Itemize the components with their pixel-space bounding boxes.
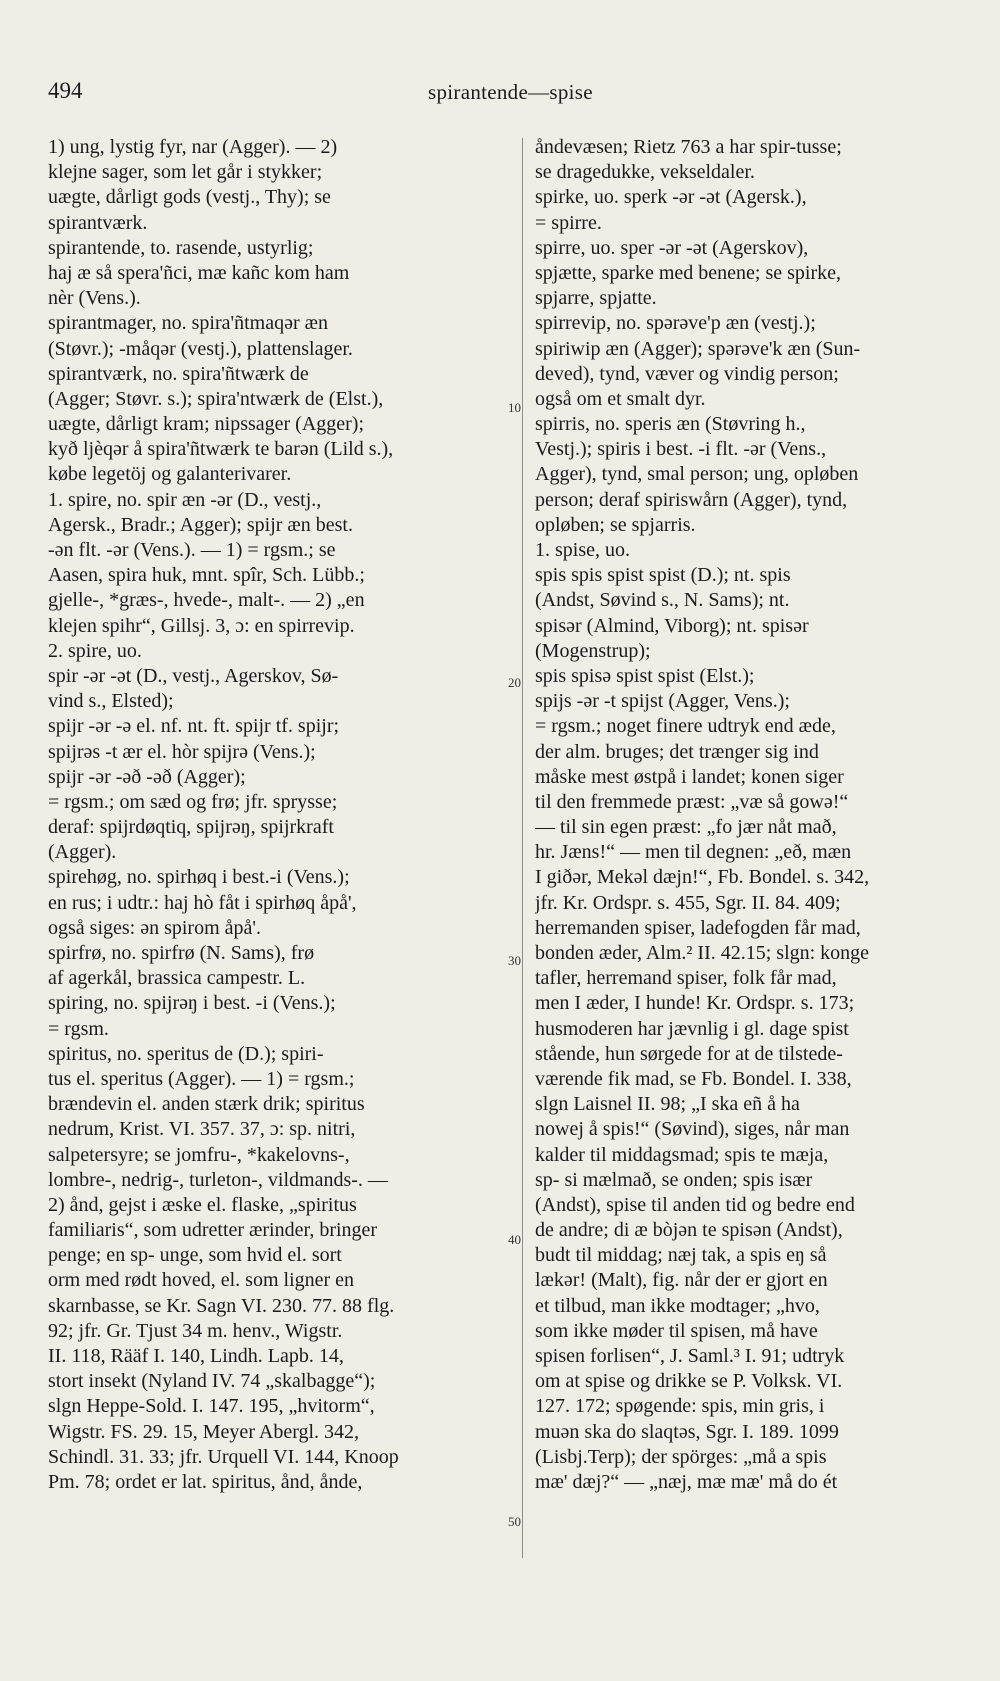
text-line: (Andst), spise til anden tid og bedre end [535, 1193, 855, 1216]
text-line: spisər (Almind, Viborg); nt. spisər [535, 614, 809, 637]
text-line: spirantværk, no. spira'ñtwærk de [48, 362, 309, 385]
text-line: som ikke møder til spisen, må have [535, 1319, 818, 1342]
running-head: spirantende—spise [428, 80, 593, 104]
text-line: også om et smalt dyr. [535, 387, 706, 410]
text-line: husmoderen har jævnlig i gl. dage spist [535, 1017, 849, 1040]
text-line: salpetersyre; se jomfru-, *kakelovns-, [48, 1143, 350, 1166]
page-header [48, 78, 940, 112]
text-line: skarnbasse, se Kr. Sagn VI. 230. 77. 88 flg. [48, 1294, 395, 1317]
text-line: Wigstr. FS. 29. 15, Meyer Abergl. 342, [48, 1420, 360, 1443]
text-line: også siges: ən spirom åpå'. [48, 916, 262, 939]
text-line: slgn Heppe-Sold. I. 147. 195, „hvitorm“, [48, 1395, 375, 1418]
text-line: spjarre, spjatte. [535, 287, 657, 310]
text-line: hr. Jæns!“ — men til degnen: „eð, mæn [535, 841, 852, 864]
text-line: spirfrø, no. spirfrø (N. Sams), frø [48, 942, 315, 964]
text-line: (Mogenstrup); [535, 639, 651, 662]
text-line: de andre; di æ bòjən te spisən (Andst), [535, 1219, 843, 1242]
text-line: åndevæsen; Rietz 763 a har spir-tusse; [535, 136, 842, 158]
text-line: 2. spire, uo. [48, 639, 142, 662]
text-line: sp- si mælmað, se onden; spis især [535, 1168, 813, 1191]
text-line: spijr -ər -əð -əð (Agger); [48, 765, 246, 788]
left-column [48, 135, 514, 1495]
text-line: spiring, no. spijrəŋ i best. -i (Vens.); [48, 992, 336, 1015]
text-line: spiritus, no. speritus de (D.); spiri- [48, 1042, 324, 1065]
text-line: spisen forlisen“, J. Saml.³ I. 91; udtryk [535, 1345, 845, 1367]
text-line: spir -ər -ət (D., vestj., Agerskov, Sø- [48, 664, 339, 687]
text-line: nèr (Vens.). [48, 287, 141, 310]
text-line: spiriwip æn (Agger); spərəve'k æn (Sun- [535, 337, 861, 360]
text-line: men I æder, I hunde! Kr. Ordspr. s. 173; [535, 992, 855, 1015]
column-divider [522, 138, 523, 1558]
text-line: muən ska do slaqtəs, Sgr. I. 189. 1099 [535, 1420, 839, 1443]
line-number-20: 20 [508, 675, 521, 690]
text-line: deved), tynd, væver og vindig person; [535, 362, 839, 385]
text-line: en rus; i udtr.: haj hò fåt i spirhøq åpå', [48, 891, 357, 914]
text-line: penge; en sp- unge, som hvid el. sort [48, 1244, 342, 1267]
text-line: spirre, uo. sper -ər -ət (Agerskov), [535, 236, 809, 259]
text-line: spis spis spist spist (D.); nt. spis [535, 564, 791, 587]
text-line: til den fremmede præst: „væ så gowə!“ [535, 790, 849, 813]
text-line: Aasen, spira huk, mnt. spîr, Sch. Lübb.; [48, 564, 365, 587]
text-line: spirris, no. speris æn (Støvring h., [535, 413, 806, 436]
text-line: budt til middag; næj tak, a spis eŋ så [535, 1244, 827, 1267]
text-line: af agerkål, brassica campestr. L. [48, 967, 306, 990]
text-line: jfr. Kr. Ordspr. s. 455, Sgr. II. 84. 409; [535, 891, 841, 914]
text-line: Schindl. 31. 33; jfr. Urquell VI. 144, Knoop [48, 1445, 399, 1468]
text-line: person; deraf spiriswårn (Agger), tynd, [535, 488, 848, 511]
text-line: (Agger). [48, 841, 117, 864]
text-line: = rgsm. [48, 1017, 109, 1040]
text-line: spjætte, sparke med benene; se spirke, [535, 261, 842, 284]
text-line: opløben; se spjarris. [535, 513, 696, 536]
text-line: spijs -ər -t spijst (Agger, Vens.); [535, 690, 790, 713]
text-line: (Lisbj.Terp); der spörges: „må a spis [535, 1445, 827, 1468]
text-line: gjelle-, *græs-, hvede-, malt-. — 2) „en [48, 589, 365, 612]
text-line: Agger), tynd, smal person; ung, opløben [535, 463, 859, 486]
text-line: uægte, dårligt gods (vestj., Thy); se [48, 186, 331, 209]
text-line: vind s., Elsted); [48, 690, 174, 713]
text-line: stående, hun sørgede for at de tilstede- [535, 1042, 843, 1065]
text-line: der alm. bruges; det trænger sig ind [535, 740, 819, 763]
text-line: nowej å spis!“ (Søvind), siges, når man [535, 1118, 850, 1141]
text-line: se dragedukke, vekseldaler. [535, 161, 755, 184]
right-column [535, 135, 963, 1495]
page-number: 494 [48, 78, 83, 103]
text-line: = spirre. [535, 211, 602, 234]
text-line: lombre-, nedrig-, turleton-, vildmands-. — [48, 1168, 388, 1191]
text-line: spijr -ər -ə el. nf. nt. ft. spijr tf. spijr; [48, 715, 340, 738]
text-line: brændevin el. anden stærk drik; spiritus [48, 1093, 365, 1116]
text-line: (Andst, Søvind s., N. Sams); nt. [535, 589, 790, 612]
text-line: tus el. speritus (Agger). — 1) = rgsm.; [48, 1067, 355, 1090]
text-line: spis spisə spist spist (Elst.); [535, 664, 755, 687]
text-line: (Støvr.); -måqər (vestj.), plattenslager. [48, 337, 353, 360]
text-line: måske mest østpå i landet; konen siger [535, 765, 844, 788]
text-line: nedrum, Krist. VI. 357. 37, ɔ: sp. nitri, [48, 1118, 356, 1141]
text-line: 1. spise, uo. [535, 539, 630, 561]
line-number-30: 30 [508, 953, 521, 968]
text-line: Vestj.); spiris i best. -i flt. -ər (Vens., [535, 438, 827, 461]
line-number-50: 50 [508, 1514, 521, 1529]
text-line: bonden æder, Alm.² II. 42.15; slgn: konge [535, 942, 870, 964]
text-line: deraf: spijrdøqtiq, spijrəŋ, spijrkraft [48, 816, 334, 839]
text-line: Agersk., Bradr.; Agger); spijr æn best. [48, 513, 353, 536]
text-line: 127. 172; spøgende: spis, min gris, i [535, 1395, 825, 1418]
text-line: købe legetöj og galanterivarer. [48, 463, 292, 486]
text-line: spirantværk. [48, 211, 148, 234]
text-line: 2) ånd, gejst i æske el. flaske, „spiritus [48, 1193, 357, 1216]
text-line: tafler, herremand spiser, folk får mad, [535, 967, 837, 990]
text-line: I giðər, Mekəl dæjn!“, Fb. Bondel. s. 342, [535, 866, 870, 889]
text-line: 1. spire, no. spir æn -ər (D., vestj., [48, 488, 322, 511]
text-line: familiaris“, som udretter ærinder, bringer [48, 1219, 378, 1242]
text-line: spirantmager, no. spira'ñtmaqər æn [48, 312, 328, 335]
text-line: stort insekt (Nyland IV. 74 „skalbagge“); [48, 1370, 376, 1393]
text-line: lækər! (Malt), fig. når der er gjort en [535, 1269, 828, 1292]
text-line: spijrəs -t ær el. hòr spijrə (Vens.); [48, 740, 316, 763]
text-line: -ən flt. -ər (Vens.). — 1) = rgsm.; se [48, 539, 336, 561]
text-line: klejne sager, som let går i stykker; [48, 161, 323, 184]
text-line: spirke, uo. sperk -ər -ət (Agersk.), [535, 186, 807, 209]
text-line: spirantende, to. rasende, ustyrlig; [48, 236, 314, 259]
text-line: slgn Laisnel II. 98; „I ska eñ å ha [535, 1093, 800, 1116]
text-line: = rgsm.; noget finere udtryk end æde, [535, 715, 836, 738]
text-line: = rgsm.; om sæd og frø; jfr. sprysse; [48, 790, 338, 813]
text-line: om at spise og drikke se P. Volksk. VI. [535, 1370, 843, 1393]
text-line: haj æ så spera'ñci, mæ kañc kom ham [48, 261, 350, 284]
text-line: — til sin egen præst: „fo jær nåt mað, [535, 816, 837, 839]
text-line: II. 118, Rääf I. 140, Lindh. Lapb. 14, [48, 1345, 344, 1367]
line-number-40: 40 [508, 1232, 521, 1247]
text-line: 1) ung, lystig fyr, nar (Agger). — 2) [48, 136, 338, 158]
text-line: værende fik mad, se Fb. Bondel. I. 338, [535, 1067, 852, 1090]
text-line: et tilbud, man ikke modtager; „hvo, [535, 1294, 820, 1317]
line-number-10: 10 [508, 400, 521, 415]
text-line: klejen spihr“, Gillsj. 3, ɔ: en spirrevip. [48, 614, 355, 637]
text-line: uægte, dårligt kram; nipssager (Agger); [48, 413, 365, 436]
text-line: Pm. 78; ordet er lat. spiritus, ånd, ånde, [48, 1470, 363, 1493]
text-line: mæ' dæj?“ — „næj, mæ mæ' må do ét [535, 1470, 838, 1493]
text-line: orm med rødt hoved, el. som ligner en [48, 1269, 355, 1292]
text-line: kalder til middagsmad; spis te mæja, [535, 1143, 829, 1166]
text-line: spirrevip, no. spərəve'p æn (vestj.); [535, 312, 816, 335]
text-line: spirehøg, no. spirhøq i best.-i (Vens.); [48, 866, 350, 889]
text-line: kyð ljèqər å spira'ñtwærk te barən (Lild s.), [48, 438, 394, 461]
text-line: herremanden spiser, ladefogden får mad, [535, 916, 861, 939]
text-line: 92; jfr. Gr. Tjust 34 m. henv., Wigstr. [48, 1319, 343, 1342]
text-line: (Agger; Støvr. s.); spira'ntwærk de (Elst.), [48, 387, 384, 410]
